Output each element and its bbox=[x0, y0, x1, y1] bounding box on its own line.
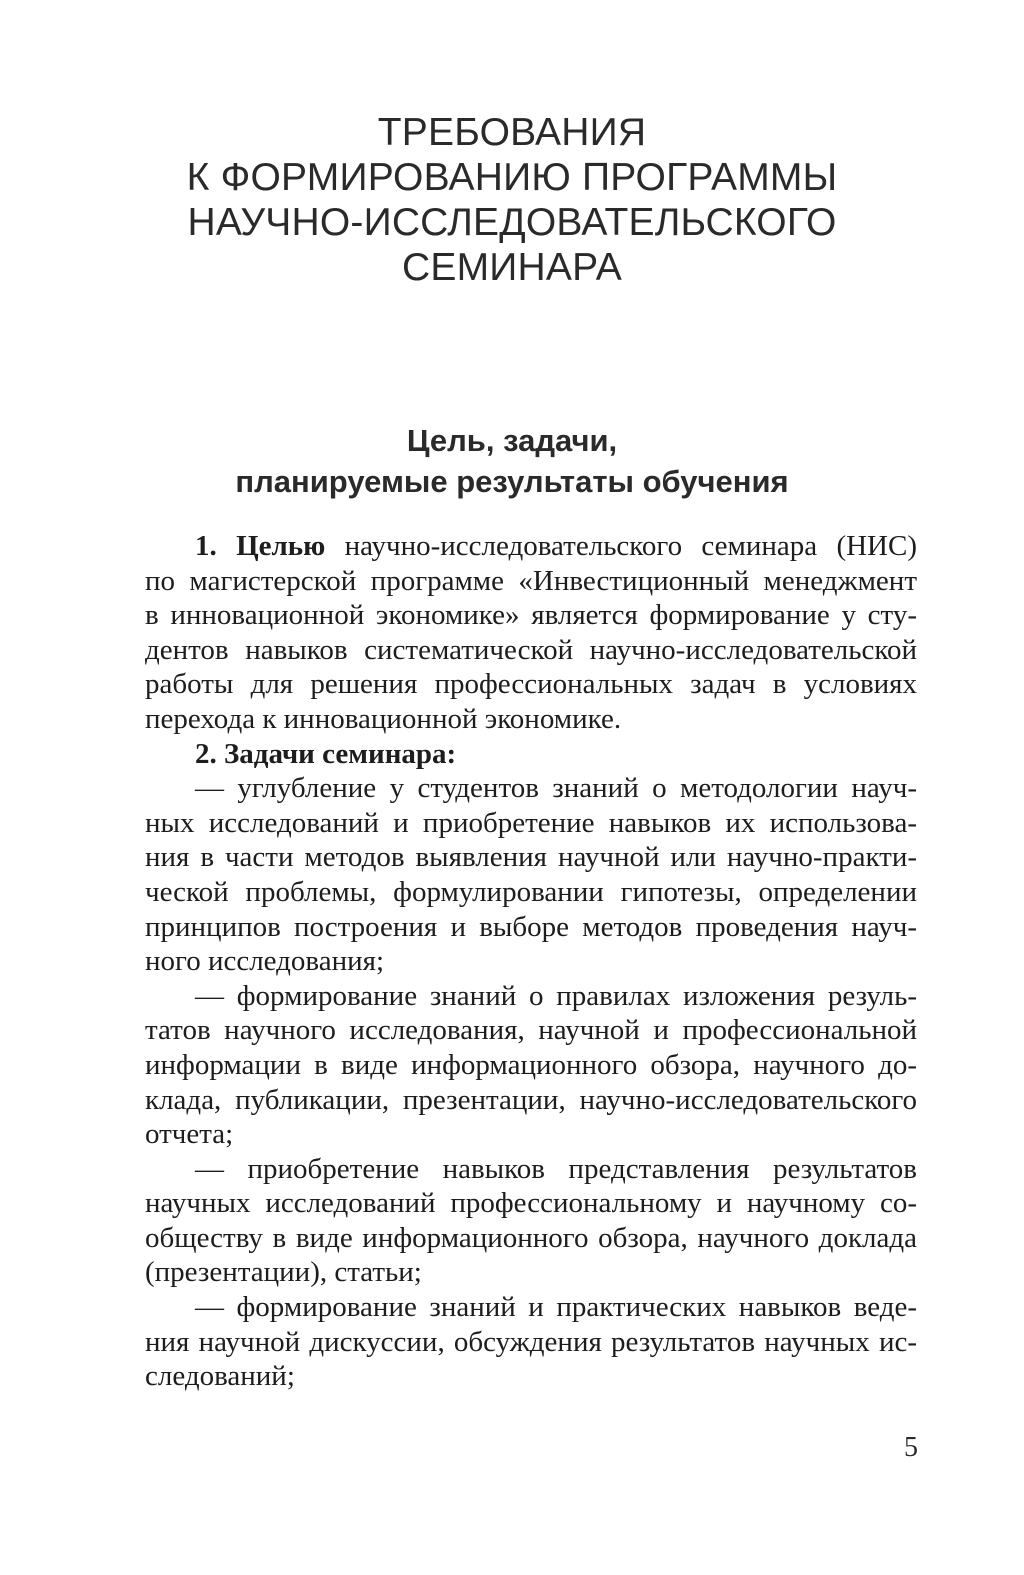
list-item bbox=[145, 979, 917, 1152]
body-text bbox=[145, 529, 917, 1394]
list-item bbox=[145, 771, 917, 979]
chapter-title-line-2: К ФОРМИРОВАНИЮ ПРОГРАММЫ bbox=[186, 156, 838, 199]
text-line: — приобретение навыков представления результатов bbox=[195, 1152, 917, 1185]
paragraph-tasks-heading bbox=[145, 737, 917, 772]
chapter-title-line-1: ТРЕБОВАНИЯ bbox=[377, 111, 647, 154]
paragraph-goal bbox=[145, 529, 917, 737]
text-line: научных исследований профессиональному и научному со- bbox=[145, 1187, 917, 1220]
text-line: ческой проблемы, формулировании гипотезы, определении bbox=[145, 875, 917, 908]
text-line: перехода к инновационной экономике. bbox=[145, 702, 622, 735]
text-line: ния в части методов выявления научной или научно-практи- bbox=[145, 841, 917, 874]
text-line: 1. Целью научно-исследовательского семинара (НИС) bbox=[195, 530, 917, 562]
text-line: дентов навыков систематической научно-исследовательской bbox=[145, 633, 917, 666]
text-line: — формирование знаний и практических навыков веде- bbox=[195, 1291, 917, 1324]
page-number: 5 bbox=[904, 1432, 918, 1463]
text-line: — углубление у студентов знаний о методологии науч- bbox=[195, 772, 917, 805]
text-line: клада, публикации, презентации, научно-исследовательского bbox=[145, 1083, 917, 1116]
text-line: в инновационной экономике» является формирование у сту- bbox=[145, 599, 917, 632]
text-line: ных исследований и приобретение навыков их использова- bbox=[145, 806, 917, 839]
goal-lead: 1. Целью bbox=[195, 530, 326, 562]
chapter-title bbox=[120, 110, 904, 290]
text-line bbox=[145, 737, 917, 772]
text-line: ния научной дискуссии, обсуждения результатов научных ис- bbox=[145, 1325, 917, 1358]
chapter-title-line-3: НАУЧНО-ИССЛЕДОВАТЕЛЬСКОГО bbox=[187, 201, 837, 244]
text-line: работы для решения профессиональных задач в условиях bbox=[145, 668, 917, 701]
text-line: татов научного исследования, научной и профессиональной bbox=[145, 1014, 917, 1047]
text-line: ного исследования; bbox=[145, 945, 385, 978]
section-heading bbox=[140, 420, 884, 502]
text-line: обществу в виде информационного обзора, научного доклада bbox=[145, 1221, 917, 1254]
text-line: отчета; bbox=[145, 1118, 234, 1151]
text-line: по магистерской программе «Инвестиционный менеджмент bbox=[145, 564, 917, 597]
tasks-heading: 2. Задачи семинара: bbox=[195, 737, 457, 770]
chapter-title-line-4: СЕМИНАРА bbox=[402, 246, 622, 289]
text-line: следований; bbox=[145, 1360, 295, 1393]
text-line: (презентации), статьи; bbox=[145, 1256, 422, 1289]
text-line: принципов построения и выборе методов проведения науч- bbox=[145, 910, 917, 943]
section-heading-line-1: Цель, задачи, bbox=[406, 423, 618, 458]
section-heading-line-2: планируемые результаты обучения bbox=[235, 464, 789, 499]
list-item bbox=[145, 1152, 917, 1290]
text-line: информации в виде информационного обзора, научного до- bbox=[145, 1048, 917, 1081]
text-line: — формирование знаний о правилах изложения резуль- bbox=[195, 979, 917, 1012]
list-item bbox=[145, 1290, 917, 1394]
